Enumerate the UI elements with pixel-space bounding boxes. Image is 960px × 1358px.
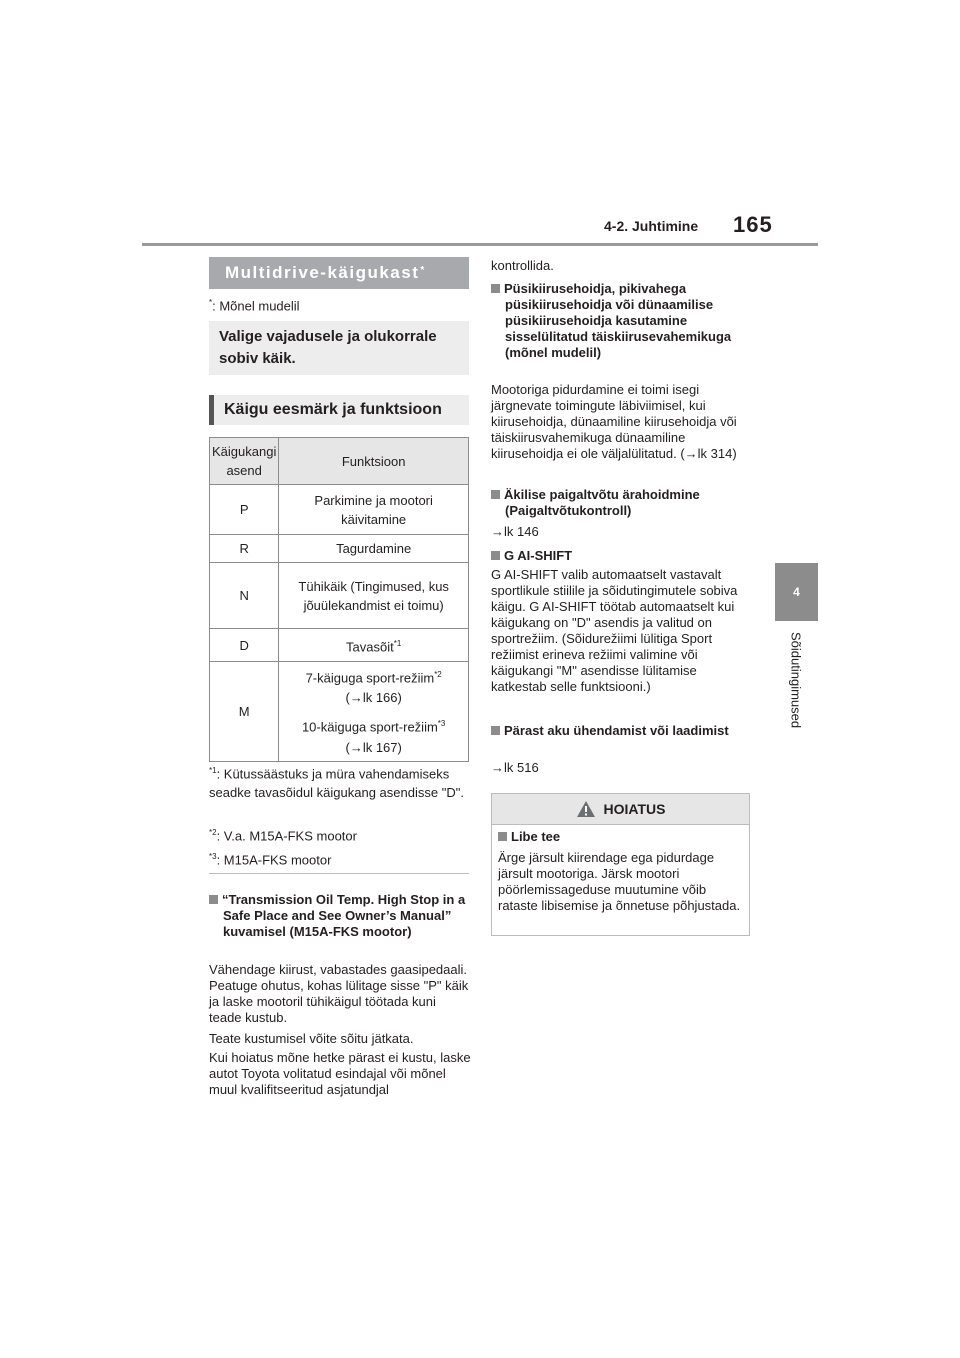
note-mark: * xyxy=(209,298,213,307)
table-row xyxy=(210,485,469,535)
note-text: : Mõnel mudelil xyxy=(212,298,300,314)
footnote-text: : M15A-FKS mootor xyxy=(216,852,332,868)
warning-subheading xyxy=(498,829,743,845)
warning-header xyxy=(492,794,749,825)
gear-function: Tühikäik (Tingimused, kus jõuülekandmist ei toimu) xyxy=(279,563,469,629)
gear-function-mark: *1 xyxy=(393,638,402,648)
gear-position: P xyxy=(210,485,279,535)
footnote-mark: *3 xyxy=(209,852,217,861)
table-row xyxy=(210,662,469,762)
footnote-1 xyxy=(209,761,469,802)
gear-function-text: Tavasõit xyxy=(346,639,394,655)
table-row xyxy=(210,563,469,629)
sport-mode-7-mark: *2 xyxy=(434,670,442,679)
footnote-text: : Kütussäästuks ja müra vahendamiseks seadke tavasõidul käigukang asendisse "D". xyxy=(209,766,464,801)
square-bullet-icon xyxy=(498,832,507,841)
subheading-text: Pärast aku ühendamist või laadimist xyxy=(504,723,729,738)
intro-box: Valige vajadusele ja olukorrale sobiv käik. xyxy=(209,321,469,375)
warning-subheading-text: Libe tee xyxy=(511,829,561,844)
subheading-text: Äkilise paigaltvõtu ärahoidmine (Paigaltvõtukontroll) xyxy=(504,487,700,518)
square-bullet-icon xyxy=(491,490,500,499)
subheading-cruise-control xyxy=(491,281,753,361)
warning-triangle-icon xyxy=(576,800,596,818)
subheading-text: “Transmission Oil Temp. High Stop in a Safe Place and See Owner’s Manual” kuvamisel (M15A-FKS mootor) xyxy=(222,892,466,939)
table-header-row xyxy=(210,438,469,485)
square-bullet-icon xyxy=(491,551,500,560)
heading-purpose: Käigu eesmärk ja funktsioon xyxy=(209,395,469,425)
footnote-2 xyxy=(209,823,357,845)
gear-function xyxy=(279,662,469,762)
chapter-tab: 4 xyxy=(775,563,818,621)
gear-function xyxy=(279,629,469,662)
page-number: 165 xyxy=(733,212,773,237)
heading-multidrive-mark: * xyxy=(420,264,425,276)
warning-title: HOIATUS xyxy=(603,801,666,817)
chapter-label xyxy=(783,632,809,752)
heading-multidrive-text: Multidrive-käigukast xyxy=(225,263,420,282)
warning-body xyxy=(492,825,749,918)
warning-box xyxy=(491,793,750,936)
square-bullet-icon xyxy=(491,284,500,293)
square-bullet-icon xyxy=(209,895,218,904)
paragraph: G AI-SHIFT valib automaatselt vastavalt sportlikule stiilile ja sõidutingimutele sobiva käigu. G AI-SHIFT töötab automaatselt kui käigukang on "D" asendis ja valitud on sportrežiim. (Sõidurežiimi lülitiga Sport režiimist erineva režiimi valimine või käigukangi "M" asendisse lülitamise katkestab selle funktsiooni.) xyxy=(491,567,738,694)
gear-table xyxy=(209,437,469,762)
gear-position: D xyxy=(210,629,279,662)
subheading-start-control xyxy=(491,487,753,519)
heading-multidrive xyxy=(209,257,469,289)
note-some-models xyxy=(209,298,300,313)
subheading-transmission-oil xyxy=(209,892,471,940)
sport-mode-10: 10-käiguga sport-režiim xyxy=(301,719,438,735)
paragraph: Mootoriga pidurdamine ei toimi isegi järgnevate toimingute läbiviimisel, kui kiirusehoidja, dünaamiline kiirusehoidja või täiskiirusvahemikuga dünaamiline kiirusehoidja ei ole väljalülitatud. (→lk 314) xyxy=(491,382,737,461)
subheading-g-ai-shift xyxy=(491,548,753,564)
footnote-mark: *1 xyxy=(209,766,217,775)
footnote-text: : V.a. M15A-FKS mootor xyxy=(216,828,357,844)
chapter-title: Sõidutingimused xyxy=(788,632,804,729)
subheading-text: Püsikiirusehoidja, pikivahega püsikiirusehoidja või dünaamilise püsikiirusehoidja kasutamine sisselülitatud täiskiirusevahemikuga (mõnel mudelil) xyxy=(504,281,732,360)
paragraph: kontrollida. xyxy=(491,258,554,273)
table-header-function: Funktsioon xyxy=(279,438,469,485)
paragraph: Kui hoiatus mõne hetke pärast ei kustu, laske autot Toyota volitatud esindajal või mõnel muul kvalifitseeritud asjatundjal xyxy=(209,1050,471,1097)
page-ref-516[interactable]: →lk 516 xyxy=(491,760,539,775)
gear-position: N xyxy=(210,563,279,629)
gear-position: R xyxy=(210,535,279,563)
table-row xyxy=(210,629,469,662)
section-title: 4-2. Juhtimine xyxy=(604,218,699,234)
page-ref-167[interactable]: (→lk 167) xyxy=(345,739,402,755)
table-row xyxy=(210,535,469,563)
gear-function: Tagurdamine xyxy=(279,535,469,563)
page-ref-166[interactable]: (→lk 166) xyxy=(345,690,402,706)
sport-mode-10-mark: *3 xyxy=(437,719,446,729)
paragraph: Vähendage kiirust, vabastades gaasipedaali. Peatuge ohutus, kohas lülitage sisse "P" käik ja laske mootoril tühikäigul töötada kuni teade kustub. xyxy=(209,962,469,1025)
gear-function: Parkimine ja mootori käivitamine xyxy=(279,485,469,535)
sport-mode-7: 7-käiguga sport-režiim xyxy=(305,670,435,686)
subheading-battery xyxy=(491,723,753,739)
square-bullet-icon xyxy=(491,726,500,735)
warning-text: Ärge järsult kiirendage ega pidurdage järsult mootoriga. Järsk mootori pöörlemissageduse muutumine võib rataste libisemise ja õnnetuse põhjustada. xyxy=(498,850,741,913)
paragraph: Teate kustumisel võite sõitu jätkata. xyxy=(209,1031,414,1046)
subheading-text: G AI-SHIFT xyxy=(504,548,573,563)
page-ref-146[interactable]: →lk 146 xyxy=(491,524,539,539)
gear-position: M xyxy=(210,662,279,762)
header-rule xyxy=(142,243,818,246)
footnote-rule xyxy=(209,873,469,874)
footnote-mark: *2 xyxy=(209,828,217,837)
footnote-3 xyxy=(209,847,331,869)
table-header-position: Käigukangi asend xyxy=(210,438,279,485)
